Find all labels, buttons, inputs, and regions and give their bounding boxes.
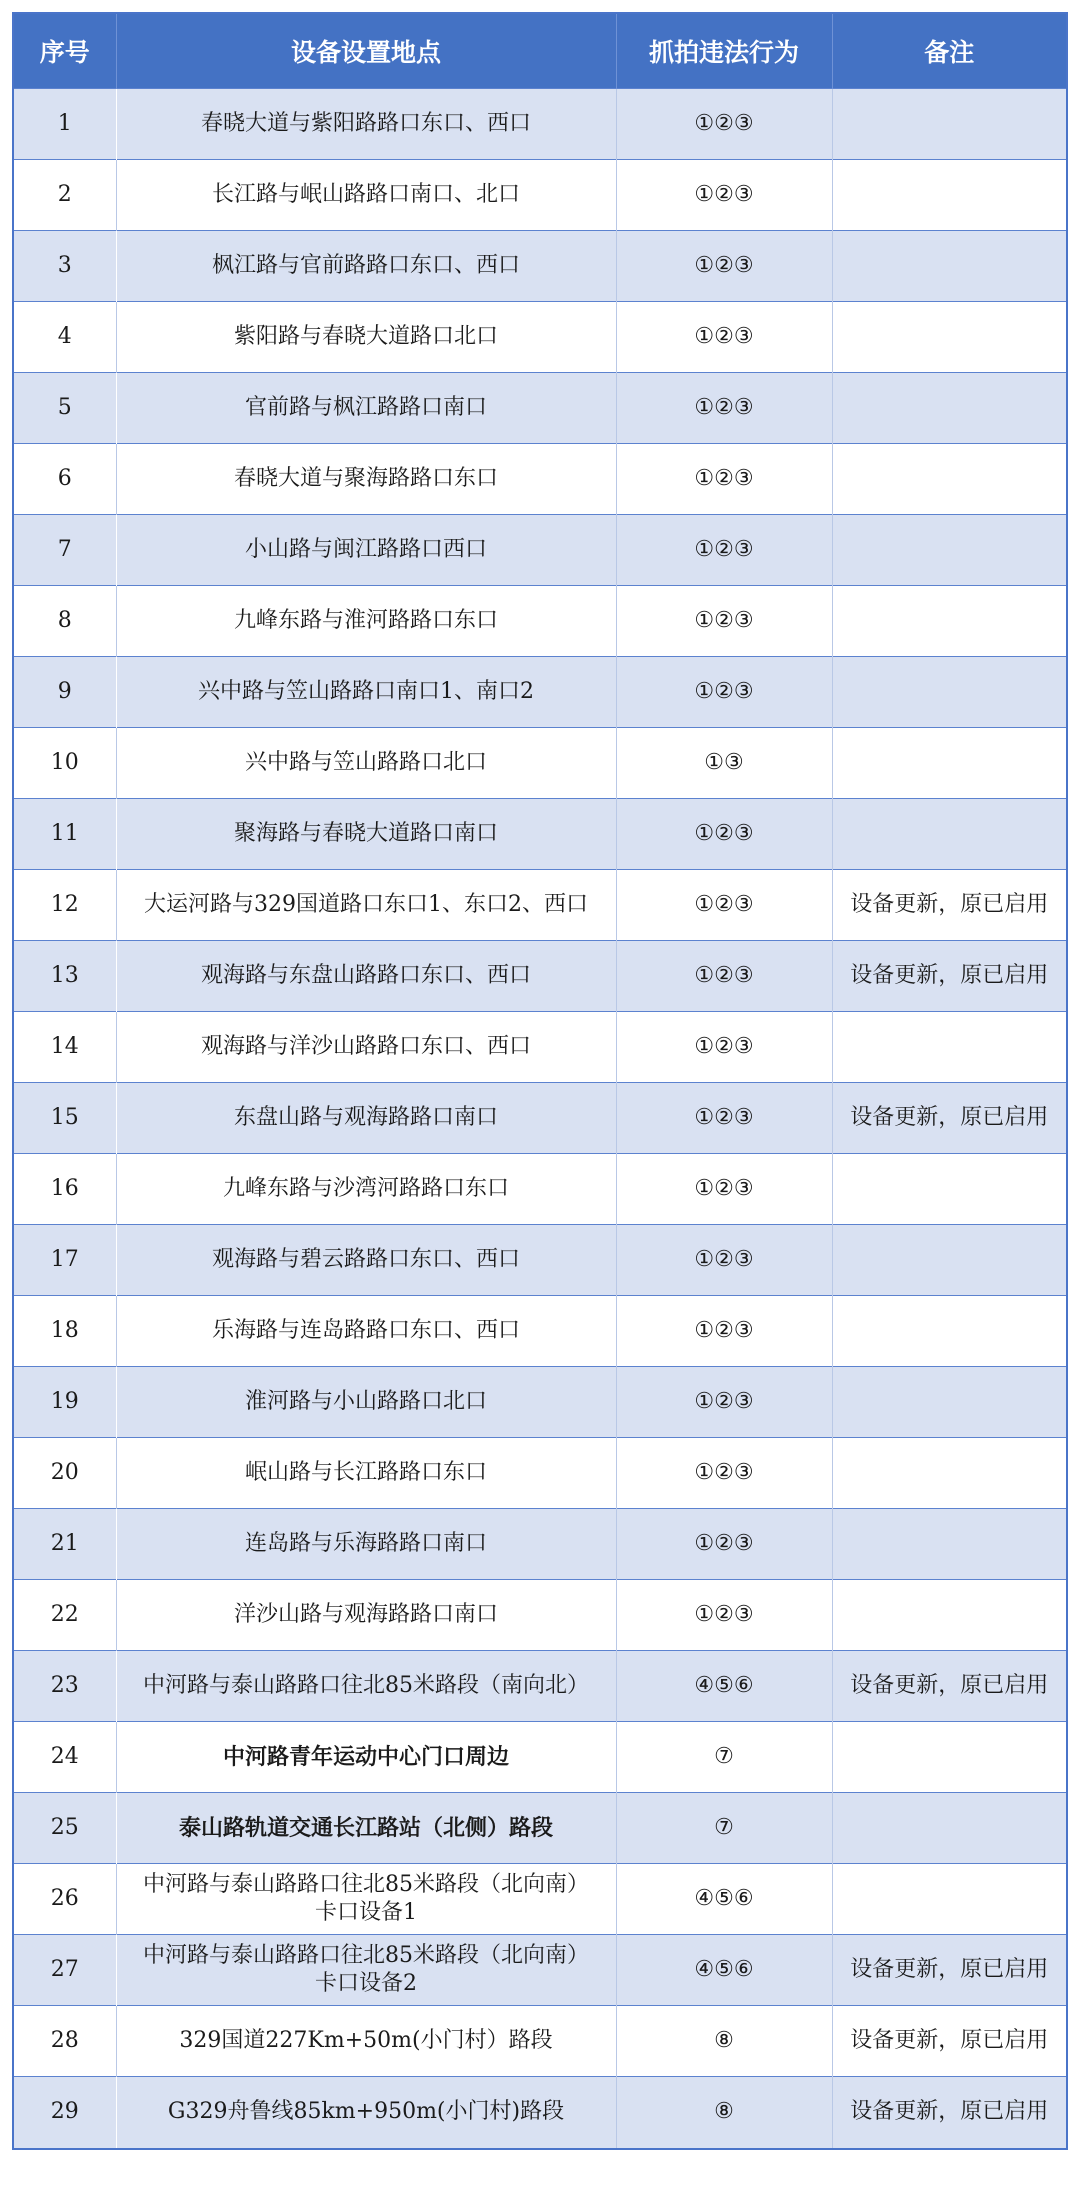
row-behavior: ①②③ <box>616 1367 832 1438</box>
row-index: 13 <box>14 941 116 1012</box>
enforcement-device-table <box>14 14 1066 2148</box>
row-behavior: ①②③ <box>616 1225 832 1296</box>
table-row <box>14 657 1066 728</box>
row-note <box>832 1012 1066 1083</box>
row-index: 16 <box>14 1154 116 1225</box>
row-location: 中河路与泰山路路口往北85米路段（南向北） <box>116 1651 616 1722</box>
row-note: 设备更新，原已启用 <box>832 2077 1066 2148</box>
row-location: 枫江路与官前路路口东口、西口 <box>116 231 616 302</box>
row-index: 26 <box>14 1864 116 1935</box>
row-index: 24 <box>14 1722 116 1793</box>
row-index: 4 <box>14 302 116 373</box>
row-index: 20 <box>14 1438 116 1509</box>
table-row <box>14 1935 1066 2006</box>
row-location: 春晓大道与聚海路路口东口 <box>116 444 616 515</box>
row-index: 29 <box>14 2077 116 2148</box>
row-behavior: ①②③ <box>616 444 832 515</box>
row-behavior: ①②③ <box>616 1012 832 1083</box>
row-index: 23 <box>14 1651 116 1722</box>
row-index: 1 <box>14 89 116 160</box>
row-index: 19 <box>14 1367 116 1438</box>
header-behavior: 抓拍违法行为 <box>616 14 832 89</box>
row-location-line1: 中河路与泰山路路口往北85米路段（北向南） <box>143 1872 589 1897</box>
row-note <box>832 728 1066 799</box>
row-note <box>832 89 1066 160</box>
row-location-line2: 卡口设备1 <box>315 1900 417 1925</box>
row-location: 泰山路轨道交通长江路站（北侧）路段 <box>116 1793 616 1864</box>
row-location: 淮河路与小山路路口北口 <box>116 1367 616 1438</box>
row-behavior: ①②③ <box>616 1509 832 1580</box>
header-index: 序号 <box>14 14 116 89</box>
row-location: 大运河路与329国道路口东口1、东口2、西口 <box>116 870 616 941</box>
row-behavior: ④⑤⑥ <box>616 1651 832 1722</box>
row-note <box>832 657 1066 728</box>
row-note: 设备更新，原已启用 <box>832 941 1066 1012</box>
row-location: 东盘山路与观海路路口南口 <box>116 1083 616 1154</box>
row-location: 观海路与东盘山路路口东口、西口 <box>116 941 616 1012</box>
row-behavior: ①②③ <box>616 799 832 870</box>
table-row <box>14 799 1066 870</box>
row-index: 27 <box>14 1935 116 2006</box>
table-row <box>14 160 1066 231</box>
row-index: 28 <box>14 2006 116 2077</box>
row-location: 乐海路与连岛路路口东口、西口 <box>116 1296 616 1367</box>
row-location: 洋沙山路与观海路路口南口 <box>116 1580 616 1651</box>
row-note <box>832 799 1066 870</box>
row-location: 连岛路与乐海路路口南口 <box>116 1509 616 1580</box>
row-behavior: ⑦ <box>616 1722 832 1793</box>
row-location: 九峰东路与沙湾河路路口东口 <box>116 1154 616 1225</box>
table-row <box>14 2077 1066 2148</box>
row-location: 岷山路与长江路路口东口 <box>116 1438 616 1509</box>
row-note: 设备更新，原已启用 <box>832 1651 1066 1722</box>
row-location: 小山路与闽江路路口西口 <box>116 515 616 586</box>
table-row <box>14 1083 1066 1154</box>
row-behavior: ⑧ <box>616 2077 832 2148</box>
row-note <box>832 1793 1066 1864</box>
table-row <box>14 231 1066 302</box>
row-index: 7 <box>14 515 116 586</box>
table-header-row <box>14 14 1066 89</box>
row-behavior: ①③ <box>616 728 832 799</box>
row-note <box>832 1864 1066 1935</box>
row-behavior: ①②③ <box>616 89 832 160</box>
table-row <box>14 515 1066 586</box>
row-location: 春晓大道与紫阳路路口东口、西口 <box>116 89 616 160</box>
row-location: 紫阳路与春晓大道路口北口 <box>116 302 616 373</box>
row-location <box>116 1864 616 1935</box>
row-note: 设备更新，原已启用 <box>832 1935 1066 2006</box>
table-row <box>14 1722 1066 1793</box>
row-note <box>832 1722 1066 1793</box>
row-index: 10 <box>14 728 116 799</box>
table-row <box>14 1225 1066 1296</box>
row-behavior: ①②③ <box>616 870 832 941</box>
row-index: 9 <box>14 657 116 728</box>
row-behavior: ①②③ <box>616 1580 832 1651</box>
table-row <box>14 1580 1066 1651</box>
row-note <box>832 1296 1066 1367</box>
row-index: 2 <box>14 160 116 231</box>
row-note <box>832 1154 1066 1225</box>
row-behavior: ①②③ <box>616 586 832 657</box>
row-location: 九峰东路与淮河路路口东口 <box>116 586 616 657</box>
row-behavior: ①②③ <box>616 515 832 586</box>
table-row <box>14 373 1066 444</box>
row-behavior: ①②③ <box>616 1083 832 1154</box>
row-behavior: ④⑤⑥ <box>616 1864 832 1935</box>
row-note <box>832 586 1066 657</box>
row-behavior: ①②③ <box>616 1296 832 1367</box>
row-note <box>832 444 1066 515</box>
row-note <box>832 302 1066 373</box>
row-location: 观海路与碧云路路口东口、西口 <box>116 1225 616 1296</box>
row-index: 3 <box>14 231 116 302</box>
table-row <box>14 1509 1066 1580</box>
row-location-line1: 中河路与泰山路路口往北85米路段（北向南） <box>143 1943 589 1968</box>
header-location: 设备设置地点 <box>116 14 616 89</box>
row-location: 中河路青年运动中心门口周边 <box>116 1722 616 1793</box>
row-index: 5 <box>14 373 116 444</box>
header-note: 备注 <box>832 14 1066 89</box>
row-note <box>832 1509 1066 1580</box>
row-behavior: ①②③ <box>616 657 832 728</box>
row-index: 12 <box>14 870 116 941</box>
row-index: 25 <box>14 1793 116 1864</box>
row-note <box>832 373 1066 444</box>
row-behavior: ①②③ <box>616 302 832 373</box>
row-note <box>832 160 1066 231</box>
row-behavior: ⑦ <box>616 1793 832 1864</box>
row-behavior: ①②③ <box>616 941 832 1012</box>
row-note <box>832 1367 1066 1438</box>
row-location: G329舟鲁线85km+950m(小门村)路段 <box>116 2077 616 2148</box>
row-index: 21 <box>14 1509 116 1580</box>
table-row <box>14 1864 1066 1935</box>
table-row <box>14 444 1066 515</box>
row-location: 兴中路与笠山路路口北口 <box>116 728 616 799</box>
row-behavior: ⑧ <box>616 2006 832 2077</box>
row-behavior: ①②③ <box>616 1438 832 1509</box>
row-note: 设备更新，原已启用 <box>832 2006 1066 2077</box>
row-behavior: ④⑤⑥ <box>616 1935 832 2006</box>
table-row <box>14 1651 1066 1722</box>
row-location: 长江路与岷山路路口南口、北口 <box>116 160 616 231</box>
row-note <box>832 1438 1066 1509</box>
row-behavior: ①②③ <box>616 160 832 231</box>
table-row <box>14 1793 1066 1864</box>
row-location: 官前路与枫江路路口南口 <box>116 373 616 444</box>
table-row <box>14 941 1066 1012</box>
row-note <box>832 231 1066 302</box>
row-note <box>832 1580 1066 1651</box>
row-index: 18 <box>14 1296 116 1367</box>
row-location: 329国道227Km+50m(小门村）路段 <box>116 2006 616 2077</box>
table-row <box>14 1367 1066 1438</box>
row-behavior: ①②③ <box>616 373 832 444</box>
row-note <box>832 515 1066 586</box>
table-row <box>14 1012 1066 1083</box>
row-behavior: ①②③ <box>616 231 832 302</box>
row-index: 6 <box>14 444 116 515</box>
row-behavior: ①②③ <box>616 1154 832 1225</box>
row-location-line2: 卡口设备2 <box>315 1971 417 1996</box>
table-row <box>14 1296 1066 1367</box>
table-row <box>14 89 1066 160</box>
table-row <box>14 302 1066 373</box>
enforcement-device-table-container <box>12 12 1068 2150</box>
row-location: 观海路与洋沙山路路口东口、西口 <box>116 1012 616 1083</box>
row-location: 兴中路与笠山路路口南口1、南口2 <box>116 657 616 728</box>
row-location <box>116 1935 616 2006</box>
row-note <box>832 1225 1066 1296</box>
row-index: 17 <box>14 1225 116 1296</box>
row-index: 14 <box>14 1012 116 1083</box>
row-note: 设备更新，原已启用 <box>832 1083 1066 1154</box>
row-index: 15 <box>14 1083 116 1154</box>
row-index: 11 <box>14 799 116 870</box>
row-index: 22 <box>14 1580 116 1651</box>
table-row <box>14 1438 1066 1509</box>
row-note: 设备更新，原已启用 <box>832 870 1066 941</box>
row-index: 8 <box>14 586 116 657</box>
table-row <box>14 870 1066 941</box>
table-row <box>14 586 1066 657</box>
table-row <box>14 728 1066 799</box>
table-row <box>14 1154 1066 1225</box>
table-row <box>14 2006 1066 2077</box>
row-location: 聚海路与春晓大道路口南口 <box>116 799 616 870</box>
